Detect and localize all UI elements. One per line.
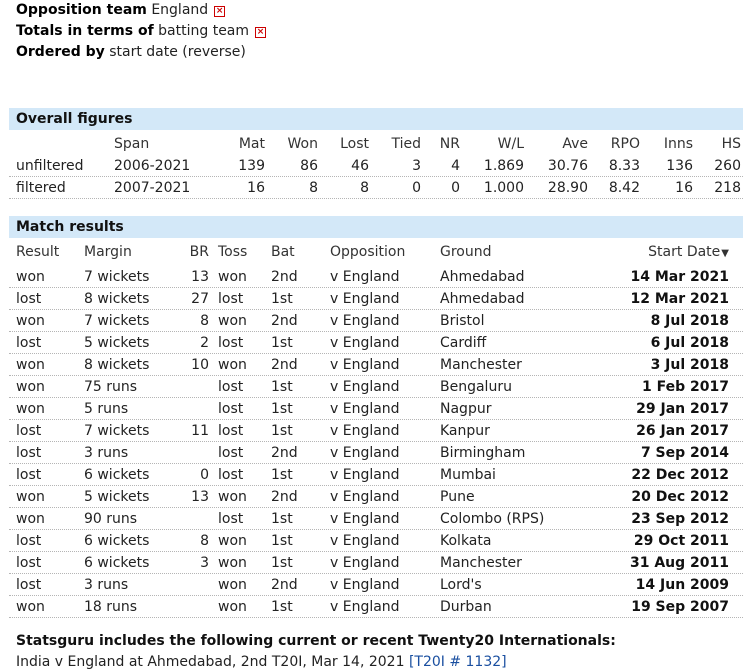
cell-toss: won xyxy=(218,599,247,615)
cell-tied: 0 xyxy=(412,180,421,196)
cell-bat: 1st xyxy=(271,401,293,417)
cell-opposition: v England xyxy=(330,511,400,527)
footer-match-line xyxy=(16,654,507,670)
overall-figures-heading: Overall figures xyxy=(9,108,743,130)
cell-rpo: 8.33 xyxy=(608,158,640,174)
cell-start-date: 19 Sep 2007 xyxy=(631,599,729,615)
cell-toss: lost xyxy=(218,423,244,439)
cell-margin: 90 runs xyxy=(84,511,138,527)
filter-value: England xyxy=(151,2,209,18)
cell-start-date: 1 Feb 2017 xyxy=(642,379,729,395)
match-link[interactable]: [T20I # 1132] xyxy=(408,654,507,670)
cell-ground: Kanpur xyxy=(440,423,490,439)
filter-totals xyxy=(16,21,266,42)
table-row xyxy=(9,530,743,552)
cell-opposition: v England xyxy=(330,291,400,307)
filter-label: Ordered by xyxy=(16,44,105,60)
cell-opposition: v England xyxy=(330,357,400,373)
col-br[interactable]: BR xyxy=(189,244,209,260)
cell-opposition: v England xyxy=(330,445,400,461)
cell-result: won xyxy=(16,269,45,285)
cell-opposition: v England xyxy=(330,489,400,505)
cell-hs: 260 xyxy=(714,158,741,174)
cell-br: 0 xyxy=(200,467,209,483)
cell-result: won xyxy=(16,357,45,373)
col-hs: HS xyxy=(721,136,741,152)
table-row xyxy=(9,332,743,354)
cell-margin: 8 wickets xyxy=(84,357,150,373)
cell-br: 10 xyxy=(191,357,209,373)
cell-result: won xyxy=(16,379,45,395)
col-bat[interactable]: Bat xyxy=(271,244,295,260)
cell-ground: Birmingham xyxy=(440,445,526,461)
cell-toss: lost xyxy=(218,401,244,417)
row-label: filtered xyxy=(16,180,66,196)
cell-start-date: 12 Mar 2021 xyxy=(630,291,729,307)
table-row xyxy=(9,420,743,442)
cell-result: lost xyxy=(16,335,42,351)
cell-lost: 46 xyxy=(351,158,369,174)
table-row xyxy=(9,464,743,486)
cell-opposition: v England xyxy=(330,335,400,351)
cell-toss: won xyxy=(218,269,247,285)
filter-order xyxy=(16,42,266,63)
remove-filter-icon[interactable]: × xyxy=(256,27,265,37)
cell-result: lost xyxy=(16,467,42,483)
table-row xyxy=(9,596,743,618)
cell-lost: 8 xyxy=(360,180,369,196)
filter-label: Totals in terms of xyxy=(16,23,154,39)
cell-ave: 28.90 xyxy=(547,180,588,196)
cell-result: lost xyxy=(16,533,42,549)
cell-ground: Ahmedabad xyxy=(440,269,525,285)
cell-tied: 3 xyxy=(412,158,421,174)
col-inns: Inns xyxy=(663,136,693,152)
cell-margin: 3 runs xyxy=(84,577,129,593)
cell-br: 8 xyxy=(200,533,209,549)
cell-start-date: 7 Sep 2014 xyxy=(640,445,729,461)
cell-bat: 1st xyxy=(271,379,293,395)
cell-margin: 7 wickets xyxy=(84,423,150,439)
cell-start-date: 8 Jul 2018 xyxy=(650,313,729,329)
cell-ground: Mumbai xyxy=(440,467,496,483)
filter-opposition xyxy=(16,0,266,21)
cell-bat: 1st xyxy=(271,291,293,307)
cell-margin: 6 wickets xyxy=(84,533,150,549)
cell-opposition: v England xyxy=(330,555,400,571)
cell-mat: 139 xyxy=(238,158,265,174)
cell-rpo: 8.42 xyxy=(608,180,640,196)
cell-toss: lost xyxy=(218,379,244,395)
filter-label: Opposition team xyxy=(16,2,147,18)
cell-br: 2 xyxy=(200,335,209,351)
cell-bat: 2nd xyxy=(271,269,298,285)
col-ground[interactable]: Ground xyxy=(440,244,492,260)
cell-toss: won xyxy=(218,313,247,329)
cell-wl: 1.000 xyxy=(483,180,524,196)
cell-opposition: v England xyxy=(330,313,400,329)
cell-ground: Bristol xyxy=(440,313,485,329)
cell-start-date: 20 Dec 2012 xyxy=(631,489,729,505)
cell-result: won xyxy=(16,489,45,505)
cell-hs: 218 xyxy=(714,180,741,196)
cell-span: 2006-2021 xyxy=(114,158,191,174)
table-row xyxy=(9,508,743,530)
cell-opposition: v England xyxy=(330,467,400,483)
cell-br: 13 xyxy=(191,489,209,505)
cell-br: 8 xyxy=(200,313,209,329)
col-nr: NR xyxy=(439,136,460,152)
sort-desc-icon: ▼ xyxy=(721,248,729,259)
cell-wl: 1.869 xyxy=(483,158,524,174)
cell-ground: Manchester xyxy=(440,357,522,373)
cell-ave: 30.76 xyxy=(547,158,588,174)
overall-row-filtered xyxy=(9,177,743,199)
cell-start-date: 29 Jan 2017 xyxy=(636,401,729,417)
cell-br: 13 xyxy=(191,269,209,285)
cell-mat: 16 xyxy=(247,180,265,196)
cell-result: lost xyxy=(16,555,42,571)
cell-bat: 2nd xyxy=(271,357,298,373)
cell-ground: Kolkata xyxy=(440,533,492,549)
col-wl: W/L xyxy=(497,136,524,152)
cell-ground: Ahmedabad xyxy=(440,291,525,307)
cell-opposition: v England xyxy=(330,423,400,439)
footer-match-text: India v England at Ahmedabad, 2nd T20I, Mar 14, 2021 xyxy=(16,654,409,670)
cell-start-date: 6 Jul 2018 xyxy=(650,335,729,351)
col-tied: Tied xyxy=(391,136,421,152)
col-start-date[interactable] xyxy=(648,241,729,265)
cell-bat: 1st xyxy=(271,599,293,615)
cell-ground: Colombo (RPS) xyxy=(440,511,545,527)
cell-toss: won xyxy=(218,357,247,373)
cell-result: lost xyxy=(16,423,42,439)
cell-bat: 1st xyxy=(271,467,293,483)
cell-bat: 1st xyxy=(271,423,293,439)
cell-start-date: 23 Sep 2012 xyxy=(631,511,729,527)
cell-toss: won xyxy=(218,489,247,505)
table-row xyxy=(9,266,743,288)
cell-inns: 136 xyxy=(666,158,693,174)
cell-toss: won xyxy=(218,533,247,549)
cell-margin: 75 runs xyxy=(84,379,138,395)
filter-summary xyxy=(16,0,266,63)
cell-margin: 3 runs xyxy=(84,445,129,461)
cell-ground: Nagpur xyxy=(440,401,492,417)
cell-result: won xyxy=(16,313,45,329)
col-lost: Lost xyxy=(340,136,369,152)
cell-nr: 4 xyxy=(451,158,460,174)
cell-toss: won xyxy=(218,577,247,593)
match-results-heading: Match results xyxy=(9,216,743,238)
cell-margin: 7 wickets xyxy=(84,313,150,329)
row-label: unfiltered xyxy=(16,158,84,174)
cell-margin: 5 wickets xyxy=(84,335,150,351)
table-row xyxy=(9,552,743,574)
cell-result: lost xyxy=(16,291,42,307)
cell-toss: won xyxy=(218,555,247,571)
col-toss[interactable]: Toss xyxy=(218,244,248,260)
cell-opposition: v England xyxy=(330,401,400,417)
table-row xyxy=(9,376,743,398)
cell-result: won xyxy=(16,401,45,417)
table-row xyxy=(9,486,743,508)
table-row xyxy=(9,288,743,310)
cell-bat: 1st xyxy=(271,533,293,549)
cell-margin: 5 wickets xyxy=(84,489,150,505)
cell-margin: 7 wickets xyxy=(84,269,150,285)
cell-ground: Manchester xyxy=(440,555,522,571)
cell-result: lost xyxy=(16,445,42,461)
cell-bat: 2nd xyxy=(271,313,298,329)
cell-bat: 2nd xyxy=(271,489,298,505)
filter-value: batting team xyxy=(158,23,250,39)
col-margin[interactable]: Margin xyxy=(84,244,132,260)
cell-toss: lost xyxy=(218,467,244,483)
results-header-row xyxy=(9,241,743,263)
cell-bat: 2nd xyxy=(271,577,298,593)
cell-start-date: 22 Dec 2012 xyxy=(631,467,729,483)
cell-opposition: v England xyxy=(330,269,400,285)
col-ave: Ave xyxy=(562,136,588,152)
cell-toss: lost xyxy=(218,335,244,351)
cell-ground: Cardiff xyxy=(440,335,487,351)
overall-header-row xyxy=(9,133,743,155)
cell-br: 3 xyxy=(200,555,209,571)
cell-margin: 18 runs xyxy=(84,599,138,615)
cell-bat: 1st xyxy=(271,511,293,527)
cell-bat: 1st xyxy=(271,555,293,571)
cell-won: 8 xyxy=(309,180,318,196)
cell-opposition: v England xyxy=(330,577,400,593)
cell-span: 2007-2021 xyxy=(114,180,191,196)
col-mat: Mat xyxy=(238,136,265,152)
overall-row-unfiltered xyxy=(9,155,743,177)
cell-ground: Pune xyxy=(440,489,475,505)
cell-opposition: v England xyxy=(330,533,400,549)
table-row xyxy=(9,442,743,464)
cell-toss: lost xyxy=(218,291,244,307)
cell-result: won xyxy=(16,511,45,527)
cell-start-date: 26 Jan 2017 xyxy=(636,423,729,439)
cell-opposition: v England xyxy=(330,379,400,395)
cell-start-date: 3 Jul 2018 xyxy=(650,357,729,373)
cell-ground: Bengaluru xyxy=(440,379,512,395)
cell-br: 27 xyxy=(191,291,209,307)
table-row xyxy=(9,574,743,596)
cell-ground: Durban xyxy=(440,599,492,615)
cell-ground: Lord's xyxy=(440,577,482,593)
cell-margin: 6 wickets xyxy=(84,467,150,483)
cell-bat: 1st xyxy=(271,335,293,351)
col-span: Span xyxy=(114,136,150,152)
col-result[interactable]: Result xyxy=(16,244,60,260)
cell-toss: lost xyxy=(218,445,244,461)
footer-title: Statsguru includes the following current or recent Twenty20 Internationals: xyxy=(16,633,616,649)
cell-won: 86 xyxy=(300,158,318,174)
col-rpo: RPO xyxy=(610,136,640,152)
cell-start-date: 31 Aug 2011 xyxy=(629,555,729,571)
cell-result: won xyxy=(16,599,45,615)
cell-margin: 5 runs xyxy=(84,401,129,417)
cell-toss: lost xyxy=(218,511,244,527)
cell-start-date: 14 Jun 2009 xyxy=(635,577,729,593)
table-row xyxy=(9,354,743,376)
start-date-label: Start Date xyxy=(648,244,721,260)
cell-result: lost xyxy=(16,577,42,593)
cell-start-date: 14 Mar 2021 xyxy=(630,269,729,285)
cell-start-date: 29 Oct 2011 xyxy=(633,533,729,549)
cell-br: 11 xyxy=(191,423,209,439)
cell-inns: 16 xyxy=(675,180,693,196)
cell-opposition: v England xyxy=(330,599,400,615)
cell-margin: 6 wickets xyxy=(84,555,150,571)
cell-bat: 2nd xyxy=(271,445,298,461)
table-row xyxy=(9,398,743,420)
table-row xyxy=(9,310,743,332)
col-won: Won xyxy=(287,136,318,152)
col-opposition[interactable]: Opposition xyxy=(330,244,406,260)
cell-margin: 8 wickets xyxy=(84,291,150,307)
remove-filter-icon[interactable]: × xyxy=(215,6,224,16)
cell-nr: 0 xyxy=(451,180,460,196)
filter-value: start date (reverse) xyxy=(109,44,246,60)
